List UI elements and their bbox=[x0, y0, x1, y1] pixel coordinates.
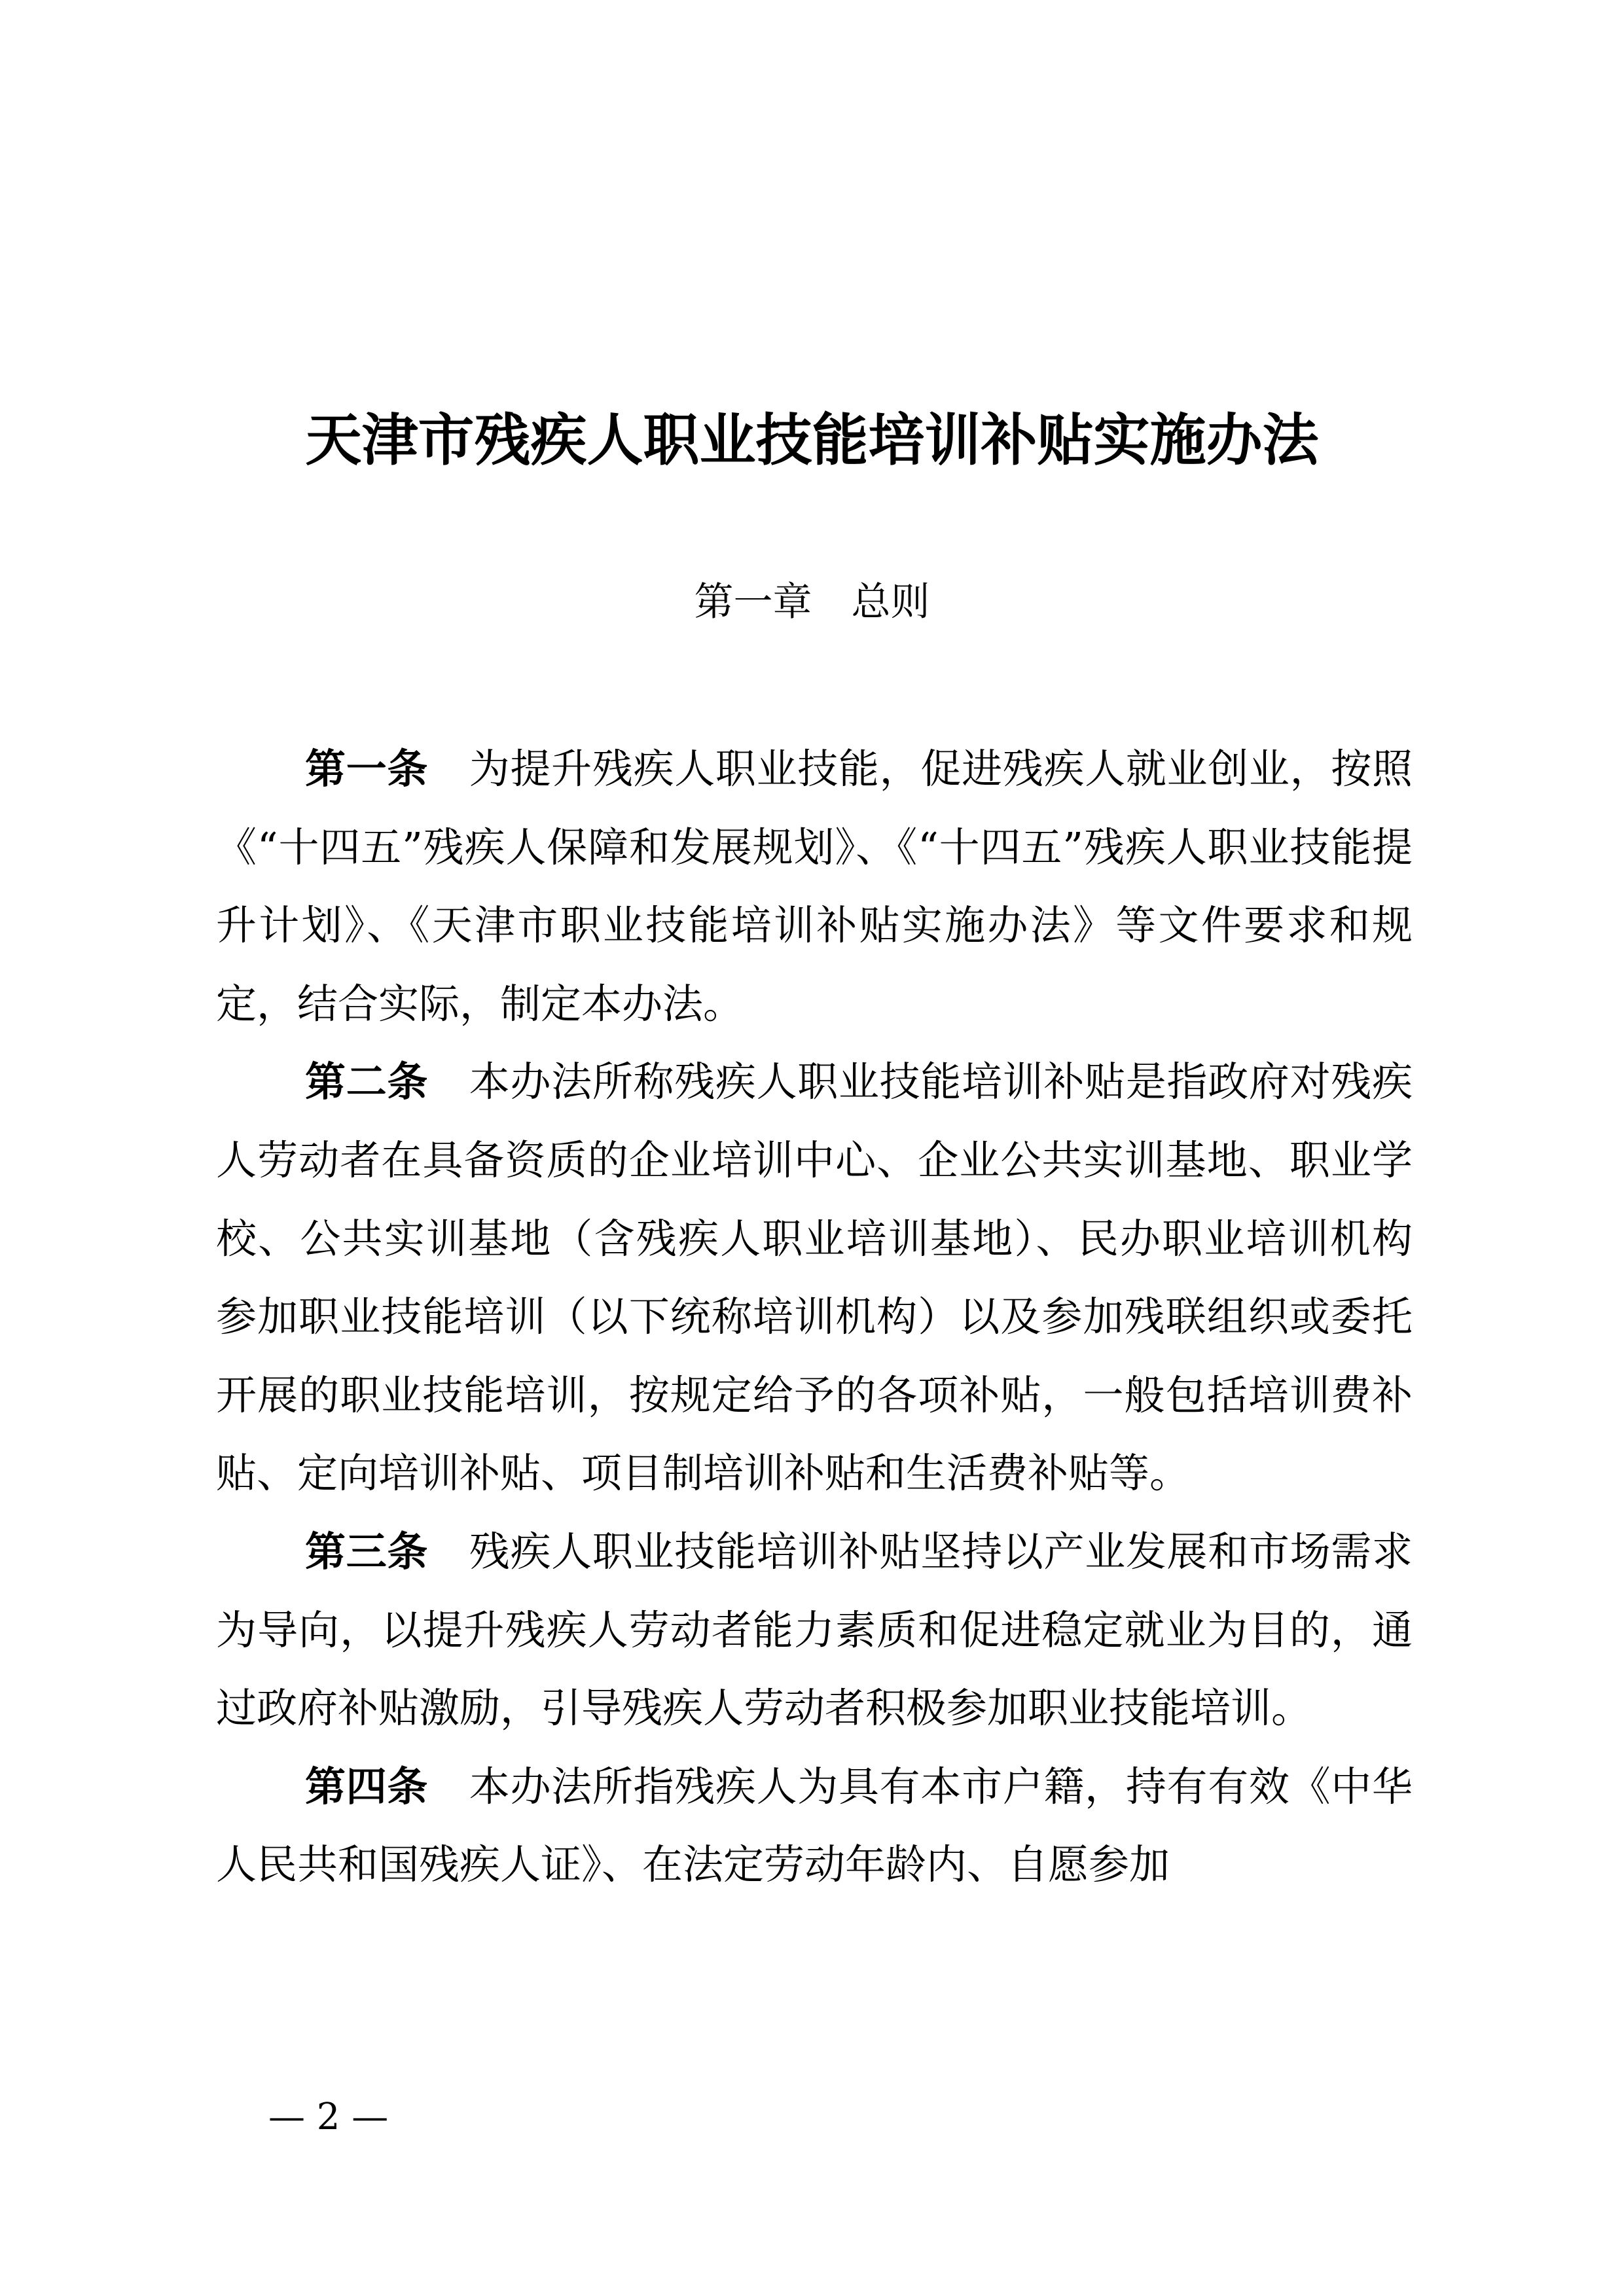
chapter-name: 总则 bbox=[851, 579, 930, 625]
article-4 bbox=[216, 1748, 1413, 1904]
article-label: 第四条 bbox=[305, 1762, 429, 1810]
article-1 bbox=[216, 730, 1413, 1043]
article-text: 为提升残疾人职业技能，促进残疾人就业创业，按照《“十四五”残疾人保障和发展规划》、《“十四五”残疾人职业技能提升计划》、《天津市职业技能培训补贴实施办法》等文件要求和规定，结合实际，制定本办法。 bbox=[216, 745, 1413, 1028]
article-2 bbox=[216, 1043, 1413, 1513]
article-text: 本办法所称残疾人职业技能培训补贴是指政府对残疾人劳动者在具备资质的企业培训中心、企业公共实训基地、职业学校、公共实训基地（含残疾人职业培训基地）、民办职业培训机构参加职业技能培训（以下统称培训机构）以及参加残联组织或委托开展的职业技能培训，按规定给予的各项补贴，一般包括培训费补贴、定向培训补贴、项目制培训补贴和生活费补贴等。 bbox=[216, 1058, 1413, 1498]
page-number: — 2 — bbox=[268, 2096, 389, 2138]
article-label: 第三条 bbox=[305, 1527, 429, 1575]
chapter-heading bbox=[196, 576, 1428, 628]
article-3 bbox=[216, 1513, 1413, 1748]
chapter-number: 第一章 bbox=[694, 579, 812, 625]
article-label: 第一条 bbox=[305, 745, 429, 793]
article-text: 本办法所指残疾人为具有本市户籍，持有有效《中华人民共和国残疾人证》、在法定劳动年龄内、自愿参加 bbox=[216, 1762, 1413, 1889]
document-body bbox=[216, 730, 1413, 1904]
article-text: 残疾人职业技能培训补贴坚持以产业发展和市场需求为导向，以提升残疾人劳动者能力素质和促进稳定就业为目的，通过政府补贴激励，引导残疾人劳动者积极参加职业技能培训。 bbox=[216, 1527, 1413, 1732]
document-title: 天津市残疾人职业技能培训补贴实施办法 bbox=[305, 407, 1319, 473]
article-label: 第二条 bbox=[305, 1058, 429, 1106]
